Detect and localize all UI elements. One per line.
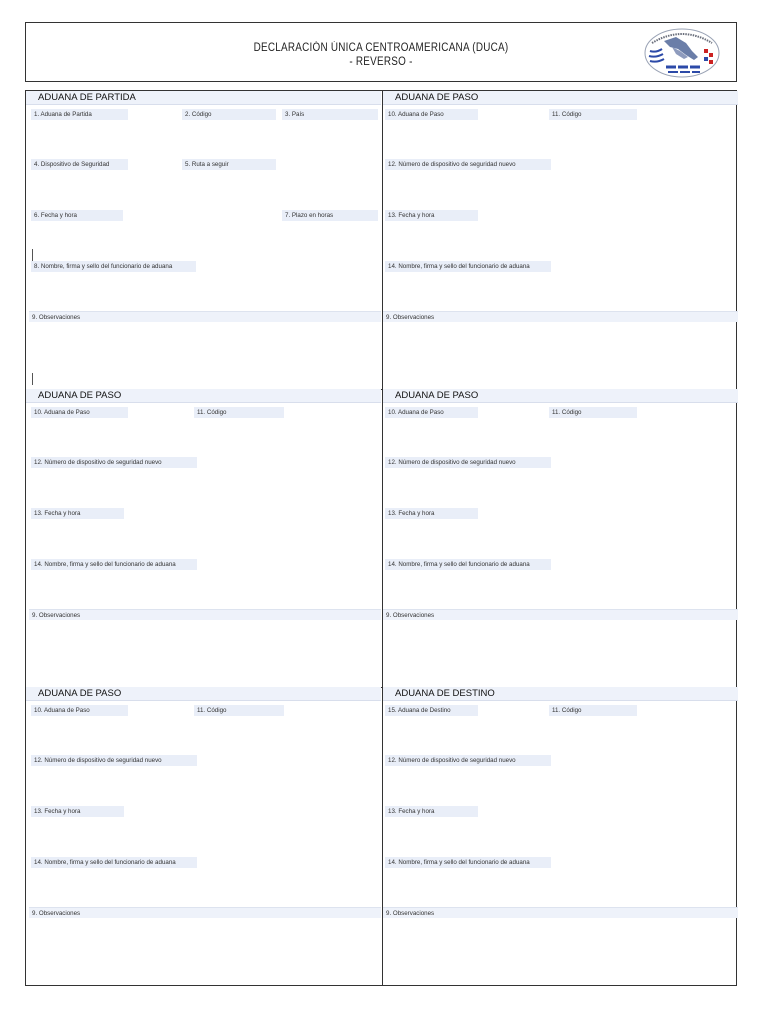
field-nombre-firma-sello[interactable]: 14. Nombre, firma y sello del funcionario de aduana [385,261,551,272]
field-ruta-seguir[interactable]: 5. Ruta a seguir [182,159,276,170]
panel-aduana-paso [383,389,738,687]
field-fecha-hora[interactable]: 13. Fecha y hora [385,210,478,221]
panel-title: ADUANA DE PASO [26,687,381,701]
form-title-line2: - REVERSO - [349,56,413,68]
field-aduana-paso[interactable]: 10. Aduana de Paso [385,109,478,120]
field-codigo[interactable]: 2. Código [182,109,276,120]
central-america-map-seal-icon [642,27,722,79]
panel-aduana-partida [26,91,381,389]
field-fecha-hora[interactable]: 13. Fecha y hora [31,806,124,817]
field-nombre-firma-sello[interactable]: 14. Nombre, firma y sello del funcionario de aduana [31,857,197,868]
field-observaciones[interactable]: 9. Observaciones [383,609,738,620]
field-pais[interactable]: 3. País [282,109,378,120]
field-codigo[interactable]: 11. Código [549,407,637,418]
field-fecha-hora[interactable]: 13. Fecha y hora [385,508,478,519]
panel-title: ADUANA DE PASO [26,389,381,403]
form-title-line1: DECLARACIÓN ÚNICA CENTROAMERICANA (DUCA) [253,42,509,54]
field-nombre-firma-sello[interactable]: 8. Nombre, firma y sello del funcionario de aduana [31,261,196,272]
field-aduana-partida[interactable]: 1. Aduana de Partida [31,109,128,120]
field-observaciones[interactable]: 9. Observaciones [29,311,381,322]
field-observaciones[interactable]: 9. Observaciones [383,907,738,918]
field-aduana-paso[interactable]: 10. Aduana de Paso [31,407,128,418]
field-marker [32,373,35,385]
field-dispositivo-nuevo[interactable]: 12. Número de dispositivo de seguridad nuevo [385,755,551,766]
panel-aduana-paso [26,687,381,985]
field-codigo[interactable]: 11. Código [194,705,284,716]
field-codigo[interactable]: 11. Código [549,109,637,120]
field-marker [32,249,35,261]
panel-title: ADUANA DE PASO [383,91,738,105]
form-grid [25,90,737,986]
field-observaciones[interactable]: 9. Observaciones [29,609,381,620]
field-nombre-firma-sello[interactable]: 14. Nombre, firma y sello del funcionario de aduana [31,559,197,570]
field-fecha-hora[interactable]: 6. Fecha y hora [31,210,123,221]
field-codigo[interactable]: 11. Código [194,407,284,418]
field-plazo-horas[interactable]: 7. Plazo en horas [282,210,378,221]
panel-aduana-paso [26,389,381,687]
field-nombre-firma-sello[interactable]: 14. Nombre, firma y sello del funcionario de aduana [385,559,551,570]
field-codigo[interactable]: 11. Código [549,705,637,716]
form-title [76,41,687,69]
field-observaciones[interactable]: 9. Observaciones [383,311,738,322]
field-aduana-paso[interactable]: 10. Aduana de Paso [31,705,128,716]
panel-aduana-destino [383,687,738,985]
field-fecha-hora[interactable]: 13. Fecha y hora [385,806,478,817]
panel-aduana-paso [383,91,738,389]
panel-title: ADUANA DE PARTIDA [26,91,381,105]
field-dispositivo-nuevo[interactable]: 12. Número de dispositivo de seguridad nuevo [385,159,551,170]
panel-title: ADUANA DE DESTINO [383,687,738,701]
form-header [25,22,737,82]
field-observaciones[interactable]: 9. Observaciones [29,907,381,918]
field-fecha-hora[interactable]: 13. Fecha y hora [31,508,124,519]
field-dispositivo-seguridad[interactable]: 4. Dispositivo de Seguridad [31,159,128,170]
field-dispositivo-nuevo[interactable]: 12. Número de dispositivo de seguridad nuevo [31,755,197,766]
field-aduana-destino[interactable]: 15. Aduana de Destino [385,705,478,716]
field-dispositivo-nuevo[interactable]: 12. Número de dispositivo de seguridad nuevo [385,457,551,468]
field-nombre-firma-sello[interactable]: 14. Nombre, firma y sello del funcionario de aduana [385,857,551,868]
field-aduana-paso[interactable]: 10. Aduana de Paso [385,407,478,418]
field-dispositivo-nuevo[interactable]: 12. Número de dispositivo de seguridad nuevo [31,457,197,468]
panel-title: ADUANA DE PASO [383,389,738,403]
